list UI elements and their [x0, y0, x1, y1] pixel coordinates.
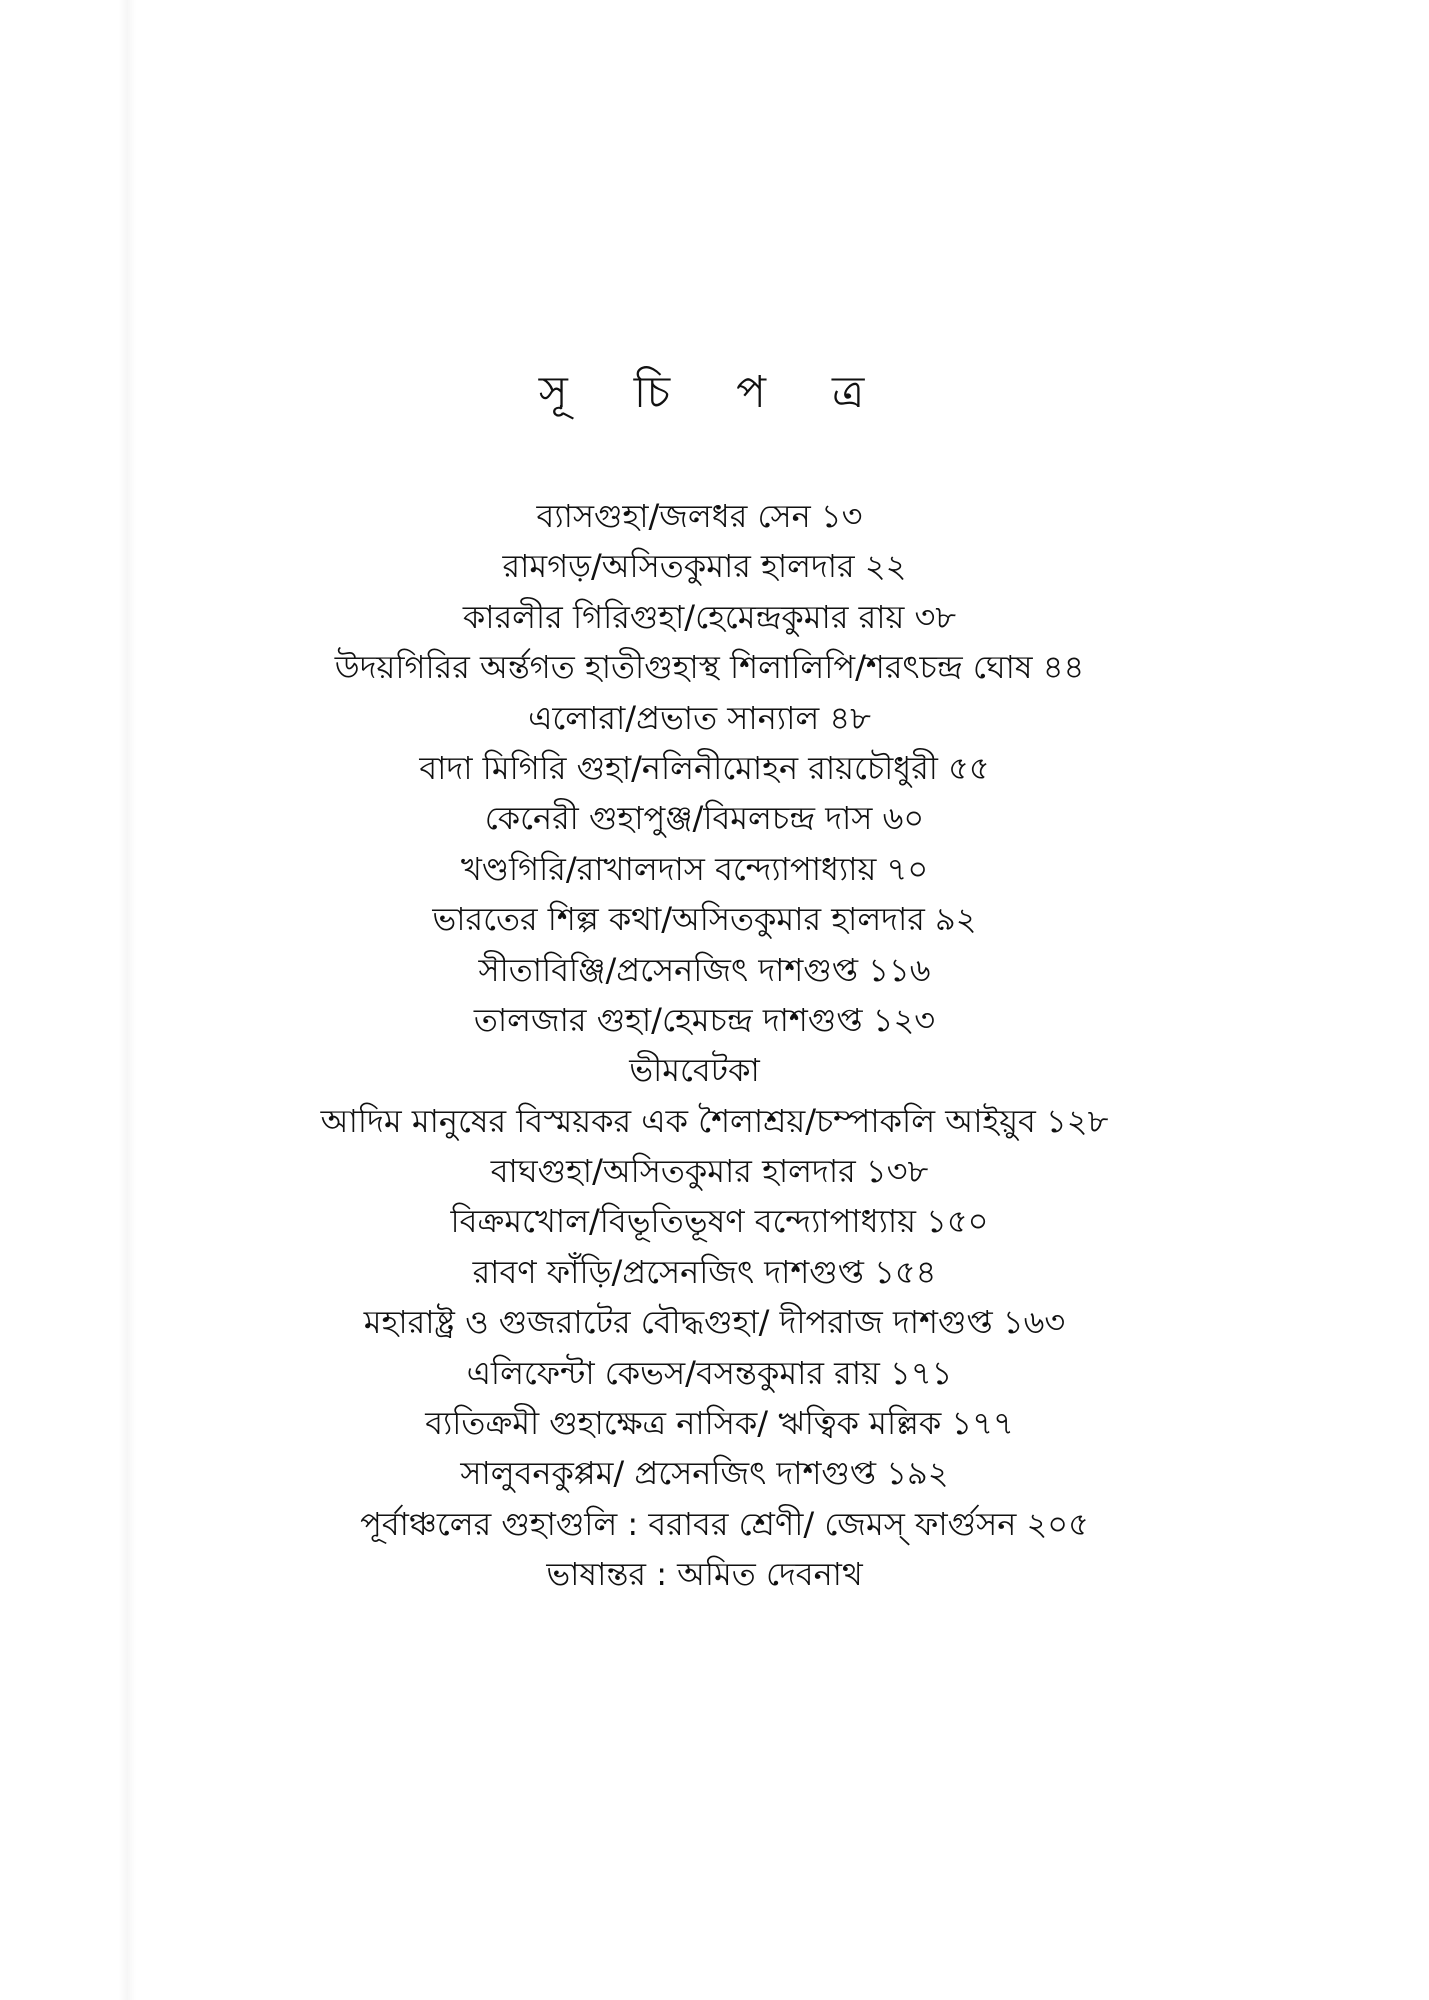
toc-entry-text: সালুবনকুপ্পম/ প্রসেনজিৎ দাশগুপ্ত ১৯২	[460, 1454, 949, 1493]
toc-entry-text: এলিফেন্টা কেভস/বসন্তকুমার রায় ১৭১	[466, 1353, 953, 1392]
toc-entry	[0, 1303, 1429, 1356]
toc-entry	[0, 698, 1429, 752]
toc-entry-text: উদয়গিরির অর্ন্তগত হাতীগুহাস্থ শিলালিপি/শরৎচন্দ্র ঘোষ ৪৪	[334, 648, 1085, 687]
toc-entry-text: তালজার গুহা/হেমচন্দ্র দাশগুপ্ত ১২৩	[473, 1000, 936, 1039]
toc-entry	[0, 1252, 1429, 1306]
toc-entry-text: এলোরা/প্রভাত সান্যাল ৪৮	[528, 698, 871, 737]
toc-entry	[0, 497, 1429, 550]
toc-entry-text: বাঘগুহা/অসিতকুমার হালদার ১৩৮	[490, 1152, 929, 1191]
toc-entry-text: বাদা মিগিরি গুহা/নলিনীমোহন রায়চৌধুরী ৫৫	[419, 748, 990, 787]
toc-entry	[0, 1152, 1429, 1205]
toc-entry	[0, 1353, 1429, 1407]
toc-section-heading	[0, 1051, 1429, 1104]
toc-entry-text: ব্যাসগুহা/জলধর সেন ১৩	[536, 497, 863, 535]
toc-entry	[0, 900, 1429, 953]
toc-entry-text: সীতাবিঞ্জি/প্রসেনজিৎ দাশগুপ্ত ১১৬	[478, 950, 931, 989]
page-title: সূ চি প ত্র	[538, 367, 891, 419]
toc-entry	[0, 1454, 1429, 1507]
toc-entry-text: কেনেরী গুহাপুঞ্জ/বিমলচন্দ্র দাস ৬০	[484, 799, 925, 838]
toc-entry	[0, 1000, 1429, 1054]
toc-entry	[0, 648, 1429, 701]
toc-entry	[0, 1404, 1429, 1457]
toc-entry-text: কারলীর গিরিগুহা/হেমেন্দ্রকুমার রায় ৩৮	[462, 597, 957, 636]
toc-entry	[0, 849, 1429, 903]
toc-section-heading-text: ভীমবেটকা	[629, 1051, 760, 1090]
toc-entry-text: পূর্বাঞ্চলের গুহাগুলি : বরাবর শ্রেণী/ জেমস্ ফার্গুসন ২০৫	[360, 1504, 1089, 1543]
toc-entry	[0, 799, 1429, 852]
toc-entry-text: খণ্ডগিরি/রাখালদাস বন্দ্যোপাধ্যায় ৭০	[460, 849, 929, 888]
table-of-contents	[0, 497, 1429, 1609]
toc-entry	[0, 547, 1429, 600]
toc-entry-text: ভাষান্তর : অমিত দেবনাথ	[546, 1555, 863, 1594]
toc-entry	[0, 748, 1429, 802]
toc-entry	[0, 1555, 1429, 1608]
toc-entry-text: রামগড়/অসিতকুমার হালদার ২২	[502, 547, 907, 586]
toc-entry	[0, 950, 1429, 1004]
toc-entry-text: আদিম মানুষের বিস্ময়কর এক শৈলাশ্রয়/চম্পাকলি আইয়ুব ১২৮	[320, 1101, 1109, 1140]
toc-entry-text: ব্যতিক্রমী গুহাক্ষেত্র নাসিক/ ঋত্বিক মল্লিক ১৭৭	[425, 1404, 1014, 1443]
toc-entry	[0, 597, 1429, 651]
toc-entry	[0, 1504, 1429, 1558]
toc-entry	[0, 1101, 1429, 1155]
toc-entry-text: বিক্রমখোল/বিভূতিভূষণ বন্দ্যোপাধ্যায় ১৫০	[450, 1202, 989, 1241]
toc-entry-text: রাবণ ফাঁড়ি/প্রসেনজিৎ দাশগুপ্ত ১৫৪	[472, 1252, 937, 1291]
toc-entry-text: ভারতের শিল্প কথা/অসিতকুমার হালদার ৯২	[432, 900, 977, 939]
toc-entry	[0, 1202, 1429, 1255]
toc-entry-text: মহারাষ্ট্র ও গুজরাটের বৌদ্ধগুহা/ দীপরাজ দাশগুপ্ত ১৬৩	[363, 1303, 1066, 1342]
